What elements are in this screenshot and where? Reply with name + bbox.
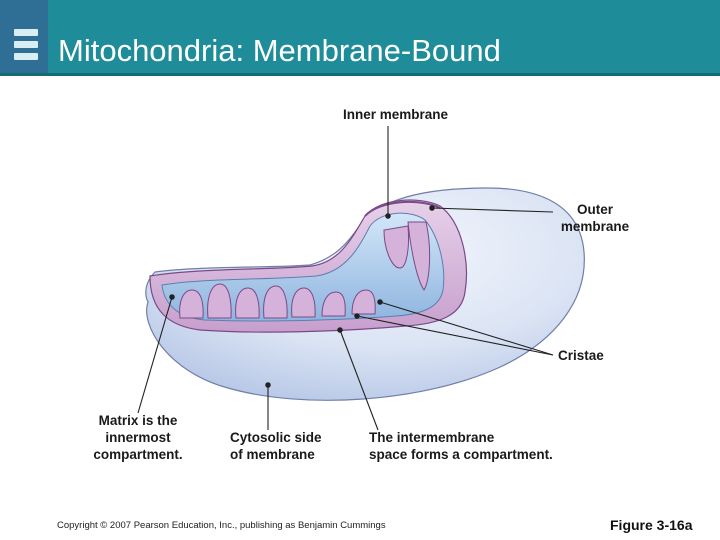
label-matrix-line: Matrix is the <box>98 413 178 428</box>
label-cristae: Cristae <box>558 348 604 363</box>
label-cytosolic-line: of membrane <box>230 447 315 462</box>
label-inner-membrane: Inner membrane <box>343 107 449 122</box>
label-cytosolic-line: Cytosolic side <box>230 430 322 445</box>
label-outer-membrane-line: Outer <box>576 202 613 217</box>
label-intermembrane-line: The intermembrane <box>369 430 495 445</box>
label-matrix-line: compartment. <box>93 447 183 462</box>
figure-number: Figure 3-16a <box>610 517 693 533</box>
label-intermembrane-line: space forms a compartment. <box>369 447 553 462</box>
page-title: Mitochondria: Membrane-Bound <box>58 33 501 68</box>
label-outer-membrane <box>555 201 635 235</box>
label-matrix-line: innermost <box>105 430 171 445</box>
label-matrix <box>86 412 190 463</box>
copyright-notice: Copyright © 2007 Pearson Education, Inc., publishing as Benjamin Cummings <box>57 520 386 531</box>
label-outer-membrane-line: membrane <box>560 219 630 234</box>
label-cytosolic-side <box>230 429 322 463</box>
label-intermembrane-space <box>369 429 553 463</box>
